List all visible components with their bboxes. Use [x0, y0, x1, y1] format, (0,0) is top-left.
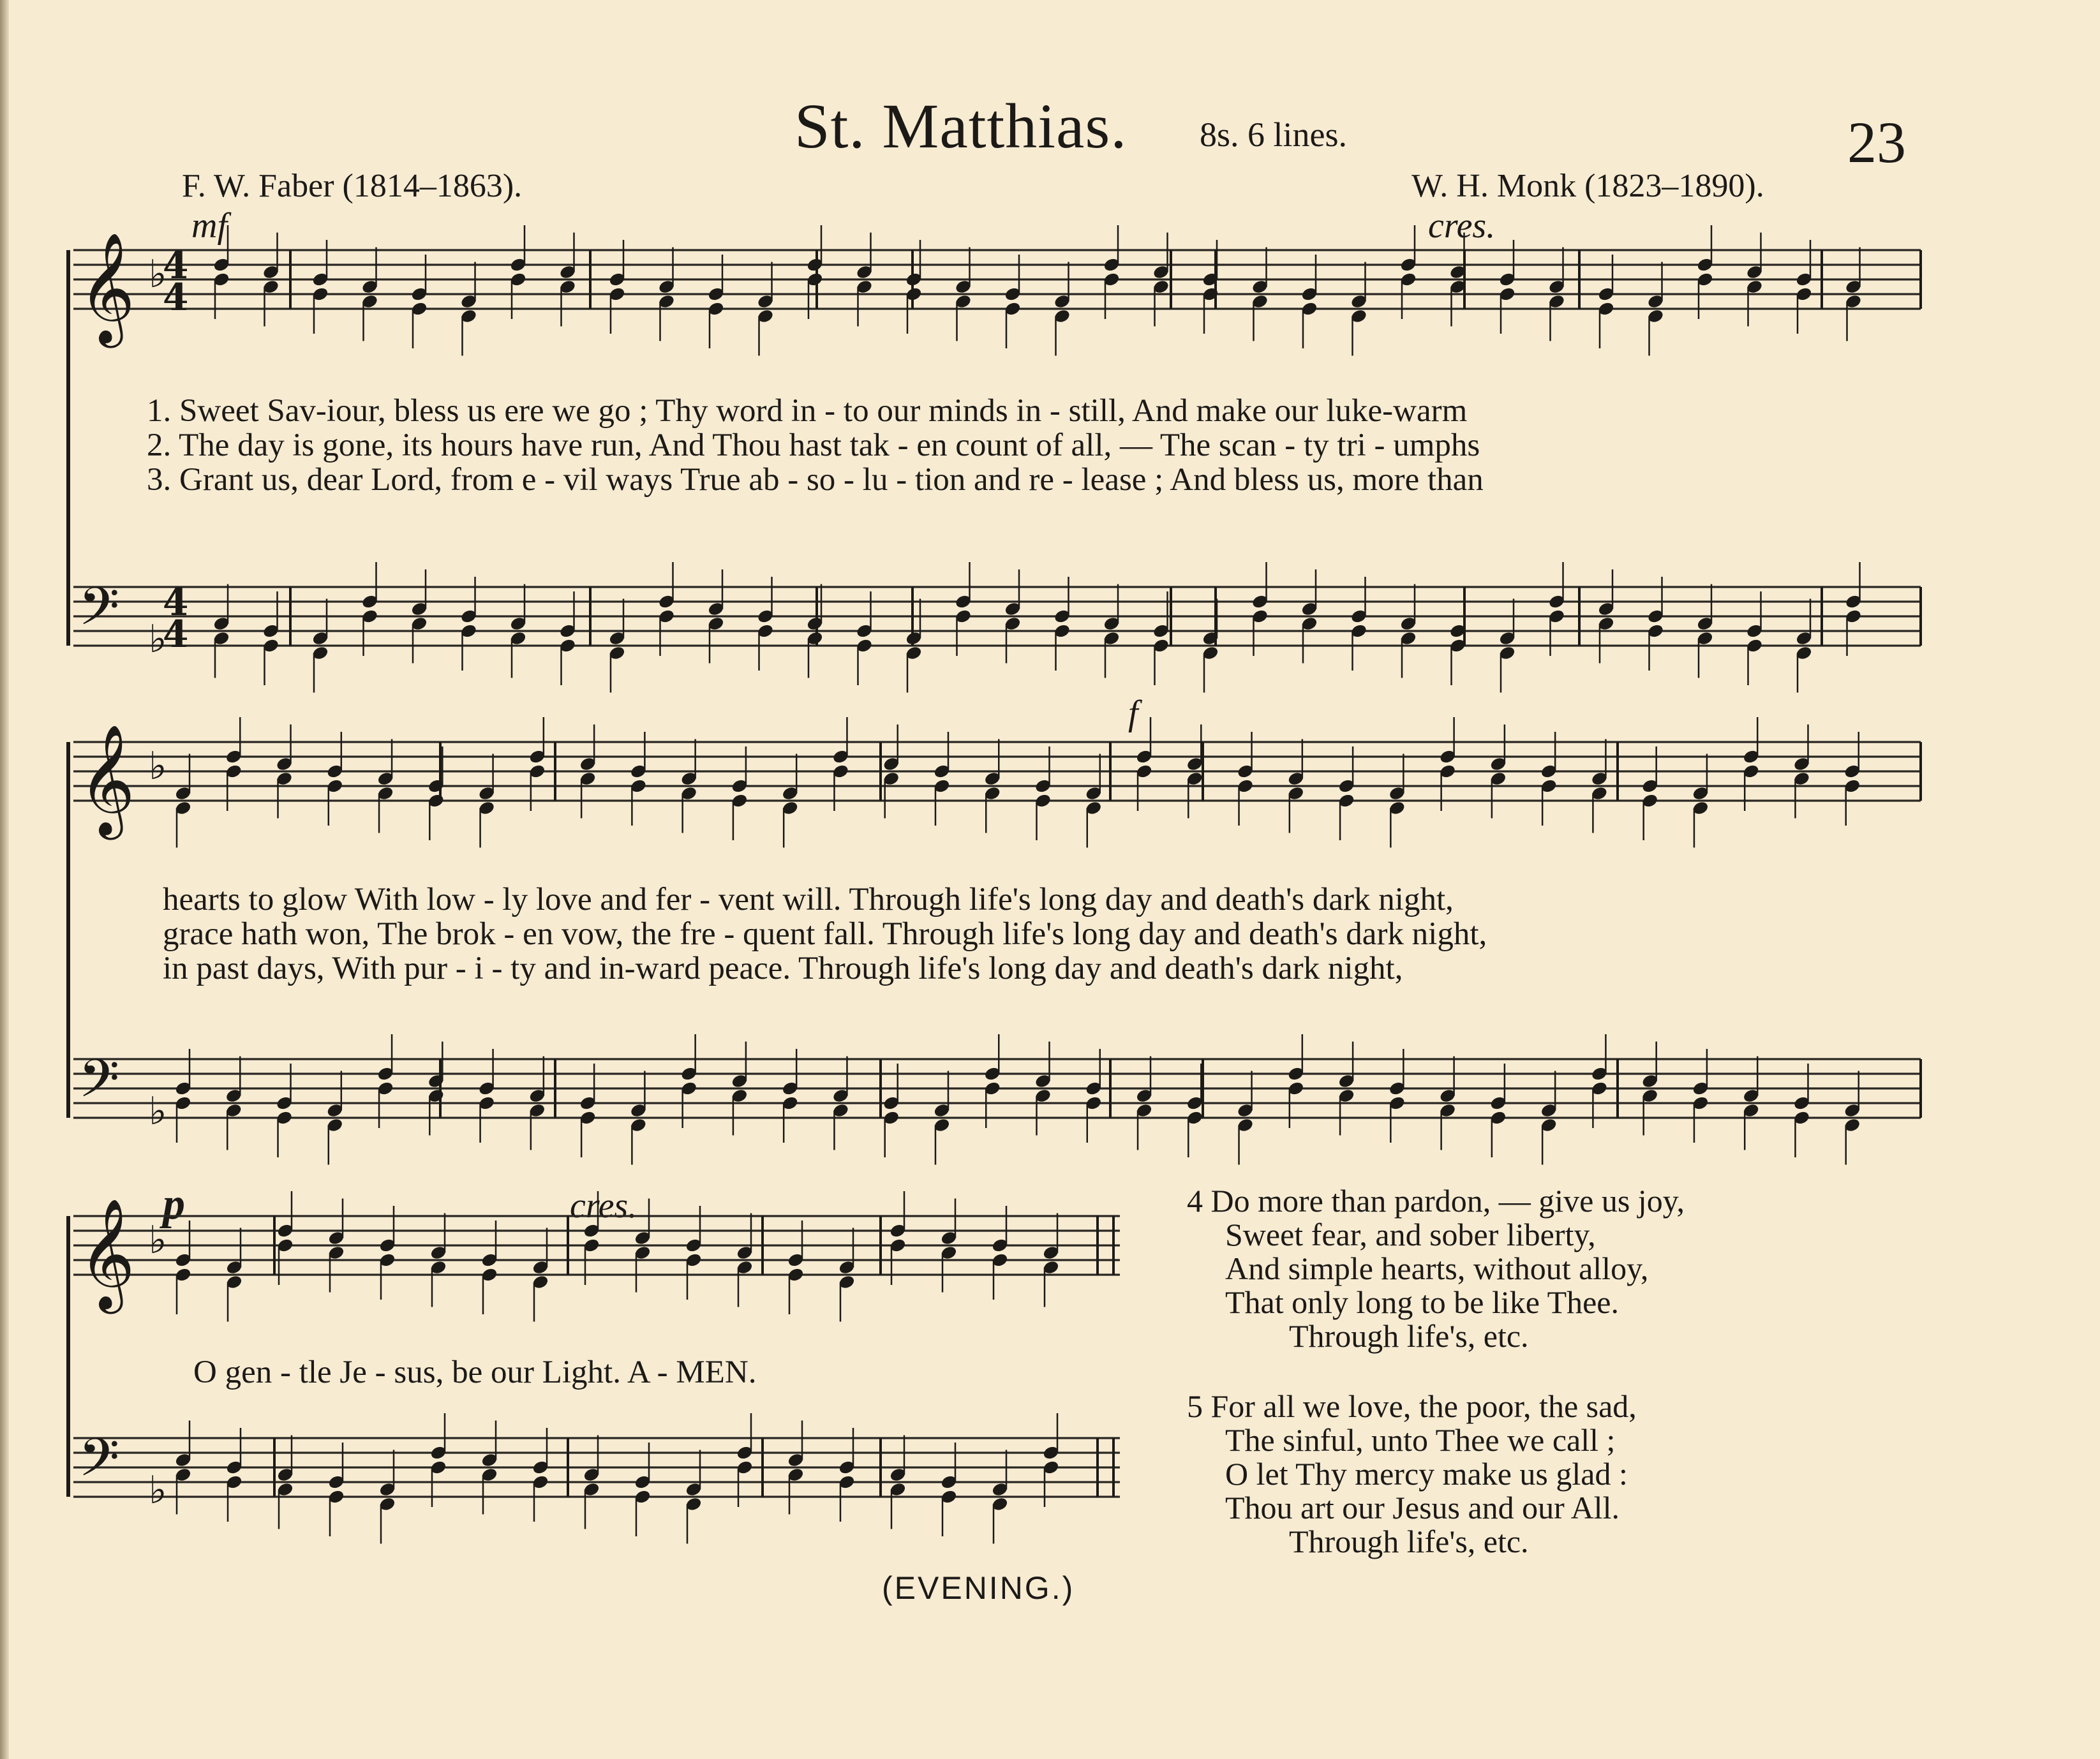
author-credit: F. W. Faber (1814–1863). — [182, 168, 523, 204]
dynamic-forte: f — [1128, 694, 1138, 733]
hymn-meter: 8s. 6 lines. — [1200, 115, 1348, 154]
bass-clef-icon: 𝄢 — [78, 1048, 120, 1122]
composer-credit: W. H. Monk (1823–1890). — [1411, 168, 1764, 204]
stanza-5 — [1187, 1390, 1637, 1559]
lyric-verse-2: 2. The day is gone, its hours have run, And Thou hast tak - en count of all, — The scan - ty tri - umphs — [147, 427, 1480, 463]
lyrics-system-1 — [147, 394, 1484, 497]
time-signature: 4 — [163, 276, 189, 319]
stanza-4 — [1187, 1184, 1685, 1353]
stanza-line: Sweet fear, and sober liberty, — [1225, 1217, 1596, 1252]
bass-clef-icon: 𝄢 — [78, 575, 120, 650]
flat-sign-icon: ♭ — [149, 617, 167, 662]
flat-sign-icon: ♭ — [149, 744, 167, 789]
treble-clef-icon: 𝄞 — [78, 232, 135, 343]
tune-category-label: (EVENING.) — [882, 1570, 1075, 1606]
flat-sign-icon: ♭ — [149, 1218, 167, 1263]
lyric-verse-1: hearts to glow With low - ly love and fer - vent will. Through life's long day and death's dark night, — [163, 882, 1454, 917]
flat-sign-icon: ♭ — [149, 252, 167, 297]
lyric-verse-1: 1. Sweet Sav-iour, bless us ere we go ; Thy word in - to our minds in - still, And make our luke-warm — [147, 393, 1468, 429]
time-signature: 4 — [163, 612, 189, 656]
page-number: 23 — [1847, 110, 1906, 175]
flat-sign-icon: ♭ — [149, 1468, 167, 1513]
flat-sign-icon: ♭ — [149, 1089, 167, 1134]
lyric-amen-line: O gen - tle Je - sus, be our Light. A - MEN. — [193, 1355, 757, 1390]
stanza-line: 5 For all we love, the poor, the sad, — [1187, 1388, 1637, 1424]
treble-clef-icon: 𝄞 — [78, 724, 135, 835]
stanza-line: 4 Do more than pardon, — give us joy, — [1187, 1183, 1685, 1219]
bass-clef-icon: 𝄢 — [78, 1427, 120, 1501]
stanza-line: That only long to be like Thee. — [1225, 1284, 1619, 1320]
lyric-verse-2: grace hath won, The brok - en vow, the fre - quent fall. Through life's long day and death's dark night, — [163, 916, 1487, 952]
time-signature: 4 — [163, 244, 189, 287]
treble-clef-icon: 𝄞 — [78, 1198, 135, 1309]
dynamic-cres: cres. — [1428, 206, 1496, 246]
stanza-line: Through life's, etc. — [1289, 1524, 1529, 1559]
dynamic-piano: p — [163, 1180, 185, 1229]
dynamic-cres: cres. — [570, 1186, 637, 1226]
lyric-verse-3: 3. Grant us, dear Lord, from e - vil ways True ab - so - lu - tion and re - lease ; And bless us, more than — [147, 462, 1484, 498]
stanza-line: Thou art our Jesus and our All. — [1225, 1490, 1620, 1525]
dynamic-mf: mf — [191, 206, 227, 246]
lyric-verse-3: in past days, With pur - i - ty and in-ward peace. Through life's long day and death's dark night, — [163, 951, 1403, 986]
stanza-line: Through life's, etc. — [1289, 1318, 1529, 1354]
stanza-line: O let Thy mercy make us glad : — [1225, 1456, 1628, 1492]
stanza-line: The sinful, unto Thee we call ; — [1225, 1422, 1616, 1458]
lyrics-system-3 — [193, 1355, 756, 1390]
hymn-title: St. Matthias. — [794, 91, 1128, 161]
stanza-line: And simple hearts, without alloy, — [1225, 1251, 1649, 1286]
lyrics-system-2 — [163, 882, 1487, 986]
time-signature: 4 — [163, 581, 189, 624]
